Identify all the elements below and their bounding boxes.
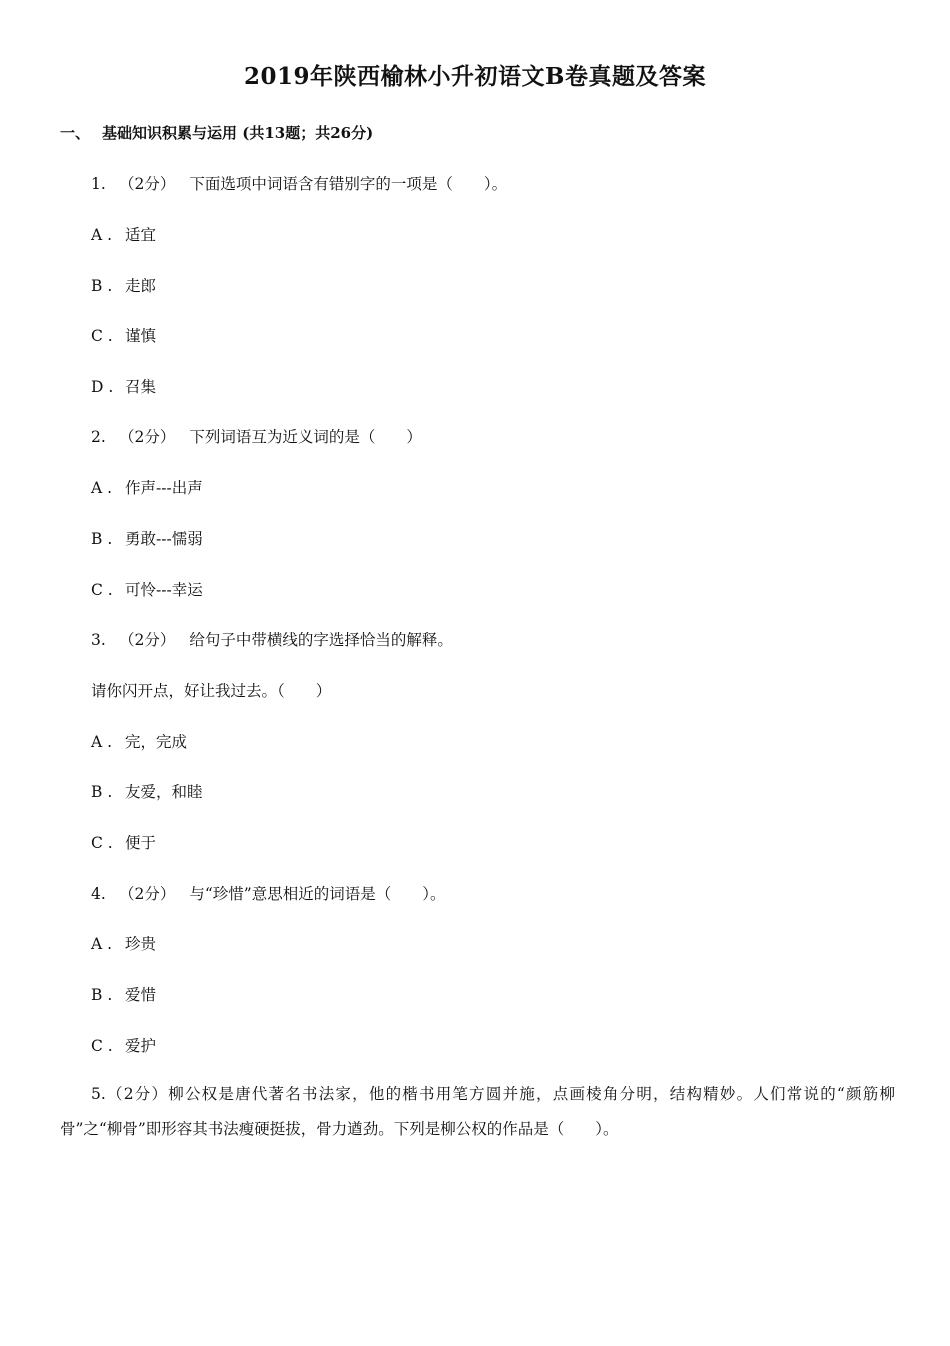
option-item	[91, 932, 156, 954]
option-item	[91, 780, 203, 802]
section-number: 一、	[60, 124, 91, 142]
option-item	[91, 1034, 156, 1056]
option-letter: A .	[91, 935, 113, 953]
question-number: 5.	[91, 1085, 106, 1103]
page-title: 2019年陕西榆林小升初语文B卷真题及答案	[244, 63, 706, 90]
option-letter: C .	[91, 1037, 113, 1055]
option-text: 爱惜	[125, 986, 157, 1004]
section-heading	[60, 122, 373, 143]
option-item	[91, 527, 203, 549]
option-text: 勇敢---懦弱	[125, 530, 203, 548]
option-item	[91, 983, 156, 1005]
question-number: 4.	[91, 885, 106, 903]
option-text: 爱护	[125, 1037, 157, 1055]
option-text: 谨慎	[125, 327, 157, 345]
option-item	[91, 274, 156, 296]
question-score: （2分）	[119, 885, 176, 903]
option-letter: A .	[91, 733, 113, 751]
question-score: （2分）	[119, 175, 176, 193]
question-sub-sentence: 请你闪开点，好让我过去。（ ）	[91, 682, 332, 700]
option-item	[91, 476, 203, 498]
option-item	[91, 223, 156, 245]
question-3	[91, 628, 453, 650]
question-number: 2.	[91, 428, 106, 446]
option-item	[91, 730, 187, 752]
option-text: 走郎	[125, 277, 157, 295]
option-text: 便于	[125, 834, 157, 852]
option-letter: C .	[91, 327, 113, 345]
question-1	[91, 172, 507, 194]
option-item	[91, 831, 156, 853]
option-letter: C .	[91, 581, 113, 599]
question-text: 下面选项中词语含有错别字的一项是（ ）。	[189, 175, 508, 193]
option-item	[91, 375, 156, 397]
option-letter: A .	[91, 226, 113, 244]
option-text: 友爱，和睦	[125, 783, 203, 801]
option-text: 作声---出声	[125, 479, 203, 497]
option-letter: B .	[91, 783, 113, 801]
question-score: （2分）	[105, 1085, 169, 1103]
option-letter: C .	[91, 834, 113, 852]
question-score: （2分）	[119, 631, 176, 649]
option-letter: B .	[91, 530, 113, 548]
question-text: 下列词语互为近义词的是（ ）	[189, 428, 422, 446]
option-text: 可怜---幸运	[125, 581, 203, 599]
question-score: （2分）	[119, 428, 176, 446]
option-text: 珍贵	[125, 935, 157, 953]
option-item	[91, 324, 156, 346]
question-text: 与“珍惜”意思相近的词语是（ ）。	[189, 885, 446, 903]
question-number: 1.	[91, 175, 106, 193]
question-5	[60, 1077, 895, 1147]
option-letter: D .	[91, 378, 114, 396]
option-letter: B .	[91, 277, 113, 295]
question-4	[91, 882, 445, 904]
question-text: 柳公权是唐代著名书法家，他的楷书用笔方圆并施，点画棱角分明，结构精妙。人们常说的“颜筋柳骨”之“柳骨”即形容其书法瘦硬挺拔，骨力遒劲。下列是柳公权的作品是（ ）。	[60, 1085, 895, 1138]
question-text: 给句子中带横线的字选择恰当的解释。	[189, 631, 453, 649]
option-text: 召集	[125, 378, 157, 396]
section-label: 基础知识积累与运用 (共13题；共26分)	[102, 124, 374, 142]
option-text: 完，完成	[125, 733, 188, 751]
question-number: 3.	[91, 631, 106, 649]
option-letter: B .	[91, 986, 113, 1004]
question-2	[91, 425, 422, 447]
option-text: 适宜	[125, 226, 157, 244]
option-item	[91, 578, 203, 600]
option-letter: A .	[91, 479, 113, 497]
